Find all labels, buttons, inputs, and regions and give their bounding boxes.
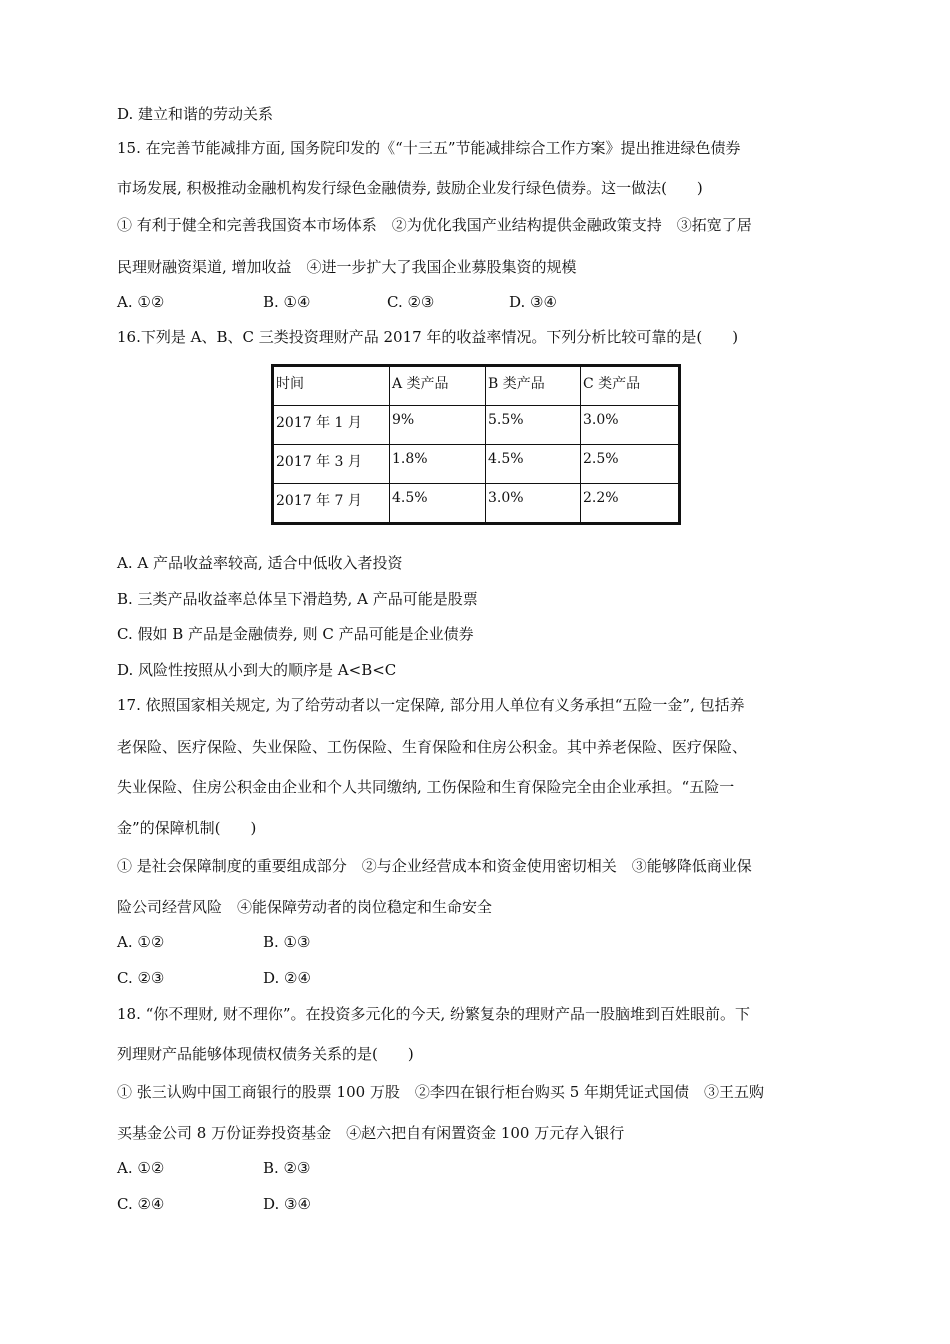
- header-cell: B 类产品: [486, 366, 581, 406]
- table-cell: 2017 年 1 月: [273, 406, 390, 445]
- table-cell: 3.0%: [581, 406, 680, 445]
- q18-option-b: B. ②③: [263, 1159, 311, 1177]
- q17-statement-line-1: ① 是社会保障制度的重要组成部分 ②与企业经营成本和资金使用密切相关 ③能够降低商业保: [117, 857, 752, 875]
- q17-stem-line-3: 失业保险、住房公积金由企业和个人共同缴纳, 工伤保险和生育保险完全由企业承担。“五险一: [117, 778, 735, 796]
- table-cell: 4.5%: [390, 484, 486, 524]
- q16-option-c: C. 假如 B 产品是金融债券, 则 C 产品可能是企业债券: [117, 625, 474, 643]
- q18-option-a: A. ①②: [117, 1159, 165, 1177]
- q16-option-a: A. A 产品收益率较高, 适合中低收入者投资: [117, 554, 403, 572]
- header-cell: A 类产品: [390, 366, 486, 406]
- q17-statement-line-2: 险公司经营风险 ④能保障劳动者的岗位稳定和生命安全: [117, 898, 493, 916]
- q17-option-a: A. ①②: [117, 933, 165, 951]
- q17-stem-line-2: 老保险、医疗保险、失业保险、工伤保险、生育保险和住房公积金。其中养老保险、医疗保险、: [117, 738, 748, 756]
- q16-stem: 16.下列是 A、B、C 三类投资理财产品 2017 年的收益率情况。下列分析比较可靠的是( ): [117, 328, 739, 346]
- q18-statement-line-2: 买基金公司 8 万份证券投资基金 ④赵六把自有闲置资金 100 万元存入银行: [117, 1124, 625, 1142]
- q18-stem-line-2: 列理财产品能够体现债权债务关系的是( ): [117, 1045, 414, 1063]
- q15-option-b: B. ①④: [263, 293, 311, 311]
- table-cell: 3.0%: [486, 484, 581, 524]
- q15-statement-line-2: 民理财融资渠道, 增加收益 ④进一步扩大了我国企业募股集资的规模: [117, 258, 577, 276]
- q17-option-c: C. ②③: [117, 969, 165, 987]
- table-cell: 4.5%: [486, 445, 581, 484]
- q18-stem-line-1: 18. “你不理财, 财不理你”。在投资多元化的今天, 纷繁复杂的理财产品一股脑堆到百姓眼前。下: [117, 1005, 751, 1023]
- q15-stem-line-2: 市场发展, 积极推动金融机构发行绿色金融债券, 鼓励企业发行绿色债券。这一做法( ): [117, 179, 703, 197]
- table-row: [273, 445, 680, 484]
- table-header-row: [273, 366, 680, 406]
- q16-option-d: D. 风险性按照从小到大的顺序是 A<B<C: [117, 661, 397, 679]
- q18-option-c: C. ②④: [117, 1195, 165, 1213]
- table-cell: 2.5%: [581, 445, 680, 484]
- q17-stem-line-4: 金”的保障机制( ): [117, 819, 257, 837]
- q18-statement-line-1: ① 张三认购中国工商银行的股票 100 万股 ②李四在银行柜台购买 5 年期凭证式国债 ③王五购: [117, 1083, 765, 1101]
- table-row: [273, 406, 680, 445]
- table-cell: 1.8%: [390, 445, 486, 484]
- table-cell: 2017 年 7 月: [273, 484, 390, 524]
- q17-option-d: D. ②④: [263, 969, 311, 987]
- table-cell: 2.2%: [581, 484, 680, 524]
- header-cell: 时间: [273, 366, 390, 406]
- table-row: [273, 484, 680, 524]
- table-cell: 9%: [390, 406, 486, 445]
- q18-option-d: D. ③④: [263, 1195, 311, 1213]
- header-cell: C 类产品: [581, 366, 680, 406]
- table-cell: 5.5%: [486, 406, 581, 445]
- q17-option-b: B. ①③: [263, 933, 311, 951]
- q17-stem-line-1: 17. 依照国家相关规定, 为了给劳动者以一定保障, 部分用人单位有义务承担“五险一金”, 包括养: [117, 696, 745, 714]
- q15-option-a: A. ①②: [117, 293, 165, 311]
- q15-stem-line-1: 15. 在完善节能减排方面, 国务院印发的《“十三五”节能减排综合工作方案》提出推进绿色债券: [117, 139, 741, 157]
- yield-table: [271, 364, 681, 525]
- q15-statement-line-1: ① 有利于健全和完善我国资本市场体系 ②为优化我国产业结构提供金融政策支持 ③拓宽了居: [117, 216, 752, 234]
- table-cell: 2017 年 3 月: [273, 445, 390, 484]
- q15-option-d: D. ③④: [509, 293, 557, 311]
- q14-option-d: D. 建立和谐的劳动关系: [117, 105, 274, 123]
- q16-option-b: B. 三类产品收益率总体呈下滑趋势, A 产品可能是股票: [117, 590, 478, 608]
- q15-option-c: C. ②③: [387, 293, 435, 311]
